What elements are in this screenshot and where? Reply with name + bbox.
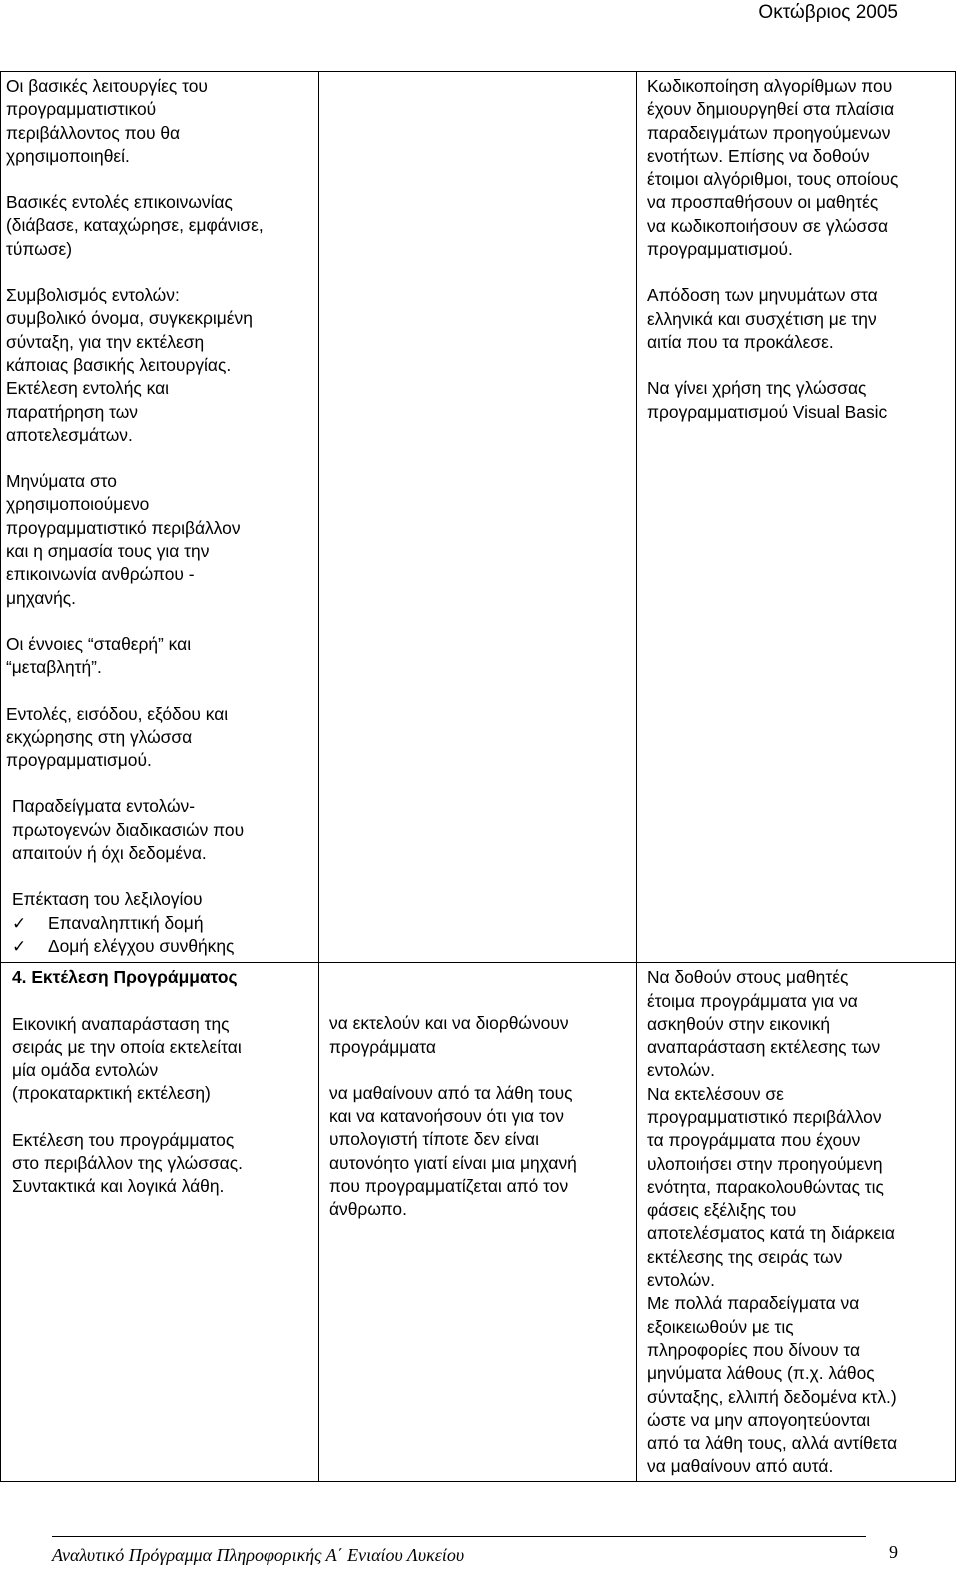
paragraph [6,470,314,610]
text-line: έχουν δημιουργηθεί στα πλαίσια [647,99,895,120]
text-line: σειράς με την οποία εκτελείται [12,1036,242,1057]
section-heading: 4. Εκτέλεση Προγράμματος [12,967,238,988]
row1-col1-cell [1,72,319,963]
text-line: να προσπαθήσουν οι μαθητές [647,192,879,213]
text-line: να μαθαίνουν από αυτά. [647,1456,834,1477]
paragraph [647,284,951,354]
text-line: Συμβολισμός εντολών: [6,285,180,306]
paragraph [329,1012,632,1059]
text-line: σύνταξης, ελλιπή δεδομένα κτλ.) [647,1386,897,1407]
paragraph [6,795,314,865]
paragraph [12,1013,314,1106]
text-line: Απόδοση των μηνυμάτων στα [647,285,878,306]
footer-title: Αναλυτικό Πρόγραμμα Πληροφορικής Α΄ Ενιαίου Λυκείου [52,1545,465,1565]
row1-col1-content [1,72,318,962]
row1-col3-cell [637,72,956,963]
text-line: και η σημασία τους για την [6,541,210,562]
text-line: Συντακτικά και λογικά λάθη. [12,1176,225,1197]
text-line: Εντολές, εισόδου, εξόδου και [6,703,229,724]
text-line: υπολογιστή τίποτε δεν είναι [329,1129,539,1150]
text-line: εξοικειωθούν με τις [647,1316,794,1337]
paragraph: Επέκταση του λεξιλογίου [12,889,203,910]
text-line: έτοιμοι αλγόριθμοι, τους οποίους [647,169,899,190]
text-line: Να γίνει χρήση της γλώσσας [647,378,867,399]
text-line: μηνύματα λάθους (π.χ. λάθος [647,1363,875,1384]
text-line: υλοποιήσει στην προηγούμενη [647,1153,883,1174]
text-line: μία ομάδα εντολών [12,1060,159,1081]
text-line: φάσεις εξέλιξης του [647,1200,797,1221]
list-item-label: Επαναληπτική δομή [48,912,204,933]
text-line: προγραμματιστικό περιβάλλον [6,517,241,538]
text-line: έτοιμα προγράμματα για να [647,990,858,1011]
paragraph [12,1129,314,1199]
row2-col2-cell [319,963,637,1482]
table-row [1,72,956,963]
text-line: πρωτογενών διαδικασιών που [12,819,245,840]
text-line: να κωδικοποιήσουν σε γλώσσα [647,215,889,236]
text-line: Εκτέλεση του προγράμματος [12,1129,235,1150]
text-line: απαιτούν ή όχι δεδομένα. [12,843,207,864]
header-date: Οκτώβριος 2005 [758,2,898,23]
text-line: “μεταβλητή”. [6,657,102,678]
text-line: που προγραμματίζεται από τον [329,1175,569,1196]
text-line: να μαθαίνουν από τα λάθη τους [329,1082,573,1103]
text-line: ώστε να μην απογοητεύονται [647,1409,871,1430]
text-line: προγραμματισμού. [6,750,152,771]
text-line: Οι βασικές λειτουργίες του [6,76,208,96]
curriculum-table [0,71,956,1482]
row2-col3-cell [637,963,956,1482]
text-line: αναπαράσταση εκτέλεσης των [647,1037,881,1058]
text-line: Να δοθούν στους μαθητές [647,967,849,988]
text-line: Μηνύματα στο [6,471,117,492]
checkmark-icon: ✓ [12,913,27,933]
text-line: προγράμματα [329,1036,436,1057]
text-line: ενοτήτων. Επίσης να δοθούν [647,145,870,166]
row1-col3-content [637,72,955,451]
text-line: προγραμματισμού. [647,239,793,260]
paragraph [647,966,951,1479]
text-line: Παραδείγματα εντολών- [12,796,196,817]
text-line: εκτέλεσης της σειράς των [647,1246,843,1267]
row2-col1-cell [1,963,319,1482]
text-line: (διάβασε, καταχώρησε, εμφάνισε, [6,215,264,236]
text-line: εντολών. [647,1270,715,1291]
text-line: προγραμματιστικό περιβάλλον [647,1106,882,1127]
paragraph [647,75,951,261]
text-line: Οι έννοιες “σταθερή” και [6,633,192,654]
text-line: μηχανής. [6,587,76,608]
text-line: τύπωσε) [6,238,72,259]
text-line: προγραμματιστικού [6,99,157,120]
paragraph [6,75,314,168]
text-line: αποτελεσμάτων. [6,424,133,445]
text-line: προγραμματισμού Visual Basic [647,401,888,422]
text-line: χρησιμοποιούμενο [6,494,150,515]
text-line: και να κατανοήσουν ότι για τον [329,1106,564,1127]
text-line: ελληνικά και συσχέτιση με την [647,308,877,329]
text-line: αυτονόητο γιατί είναι μια μηχανή [329,1152,577,1173]
text-line: άνθρωπο. [329,1199,407,1220]
text-line: στο περιβάλλον της γλώσσας. [12,1152,243,1173]
text-line: χρησιμοποιηθεί. [6,145,130,166]
text-line: επικοινωνία ανθρώπου - [6,564,195,585]
text-line: αιτία που τα προκάλεσε. [647,331,834,352]
list-item [12,912,314,935]
text-line: πληροφορίες που δίνουν τα [647,1339,860,1360]
text-line: ενότητα, παρακολουθώντας τις [647,1176,884,1197]
paragraph [6,633,314,680]
text-line: Κωδικοποίηση αλγορίθμων που [647,76,893,96]
list-item [12,935,314,958]
text-line: συμβολικό όνομα, συγκεκριμένη [6,308,253,329]
check-list [6,912,314,959]
checkmark-icon: ✓ [12,936,27,956]
row2-col3-content [637,963,955,1481]
text-line: παρατήρηση των [6,401,138,422]
text-line: σύνταξη, για την εκτέλεση [6,331,205,352]
text-line: Βασικές εντολές επικοινωνίας [6,192,233,213]
text-line: Εικονική αναπαράσταση της [12,1013,230,1034]
text-line: από τα λάθη τους, αλλά αντίθετα [647,1433,898,1454]
table-row [1,963,956,1482]
text-line: παραδειγμάτων προηγούμενων [647,122,891,143]
text-line: περιβάλλοντος που θα [6,122,181,143]
list-item-label: Δομή ελέγχου συνθήκης [48,935,235,956]
text-line: Με πολλά παραδείγματα να [647,1293,860,1314]
text-line: αποτελέσματος κατά τη διάρκεια [647,1223,895,1244]
paragraph [647,377,951,424]
text-line: τα προγράμματα που έχουν [647,1130,861,1151]
text-line: (προκαταρκτική εκτέλεση) [12,1083,211,1104]
text-line: εκχώρησης στη γλώσσα [6,726,193,747]
paragraph [329,1082,632,1222]
paragraph [6,191,314,261]
text-line: Εκτέλεση εντολής και [6,378,169,399]
text-line: εντολών. [647,1060,715,1081]
row1-col2-cell [319,72,637,963]
page-number: 9 [889,1542,898,1562]
text-line: να εκτελούν και να διορθώνουν [329,1013,569,1034]
row2-col1-content [1,963,318,1225]
text-line: κάποιας βασικής λειτουργίας. [6,354,232,375]
footer-rule [52,1536,866,1537]
row2-col2-content [319,963,636,1248]
text-line: Να εκτελέσουν σε [647,1083,784,1104]
paragraph [6,703,314,773]
text-line: ασκηθούν στην εικονική [647,1013,831,1034]
paragraph [6,284,314,447]
